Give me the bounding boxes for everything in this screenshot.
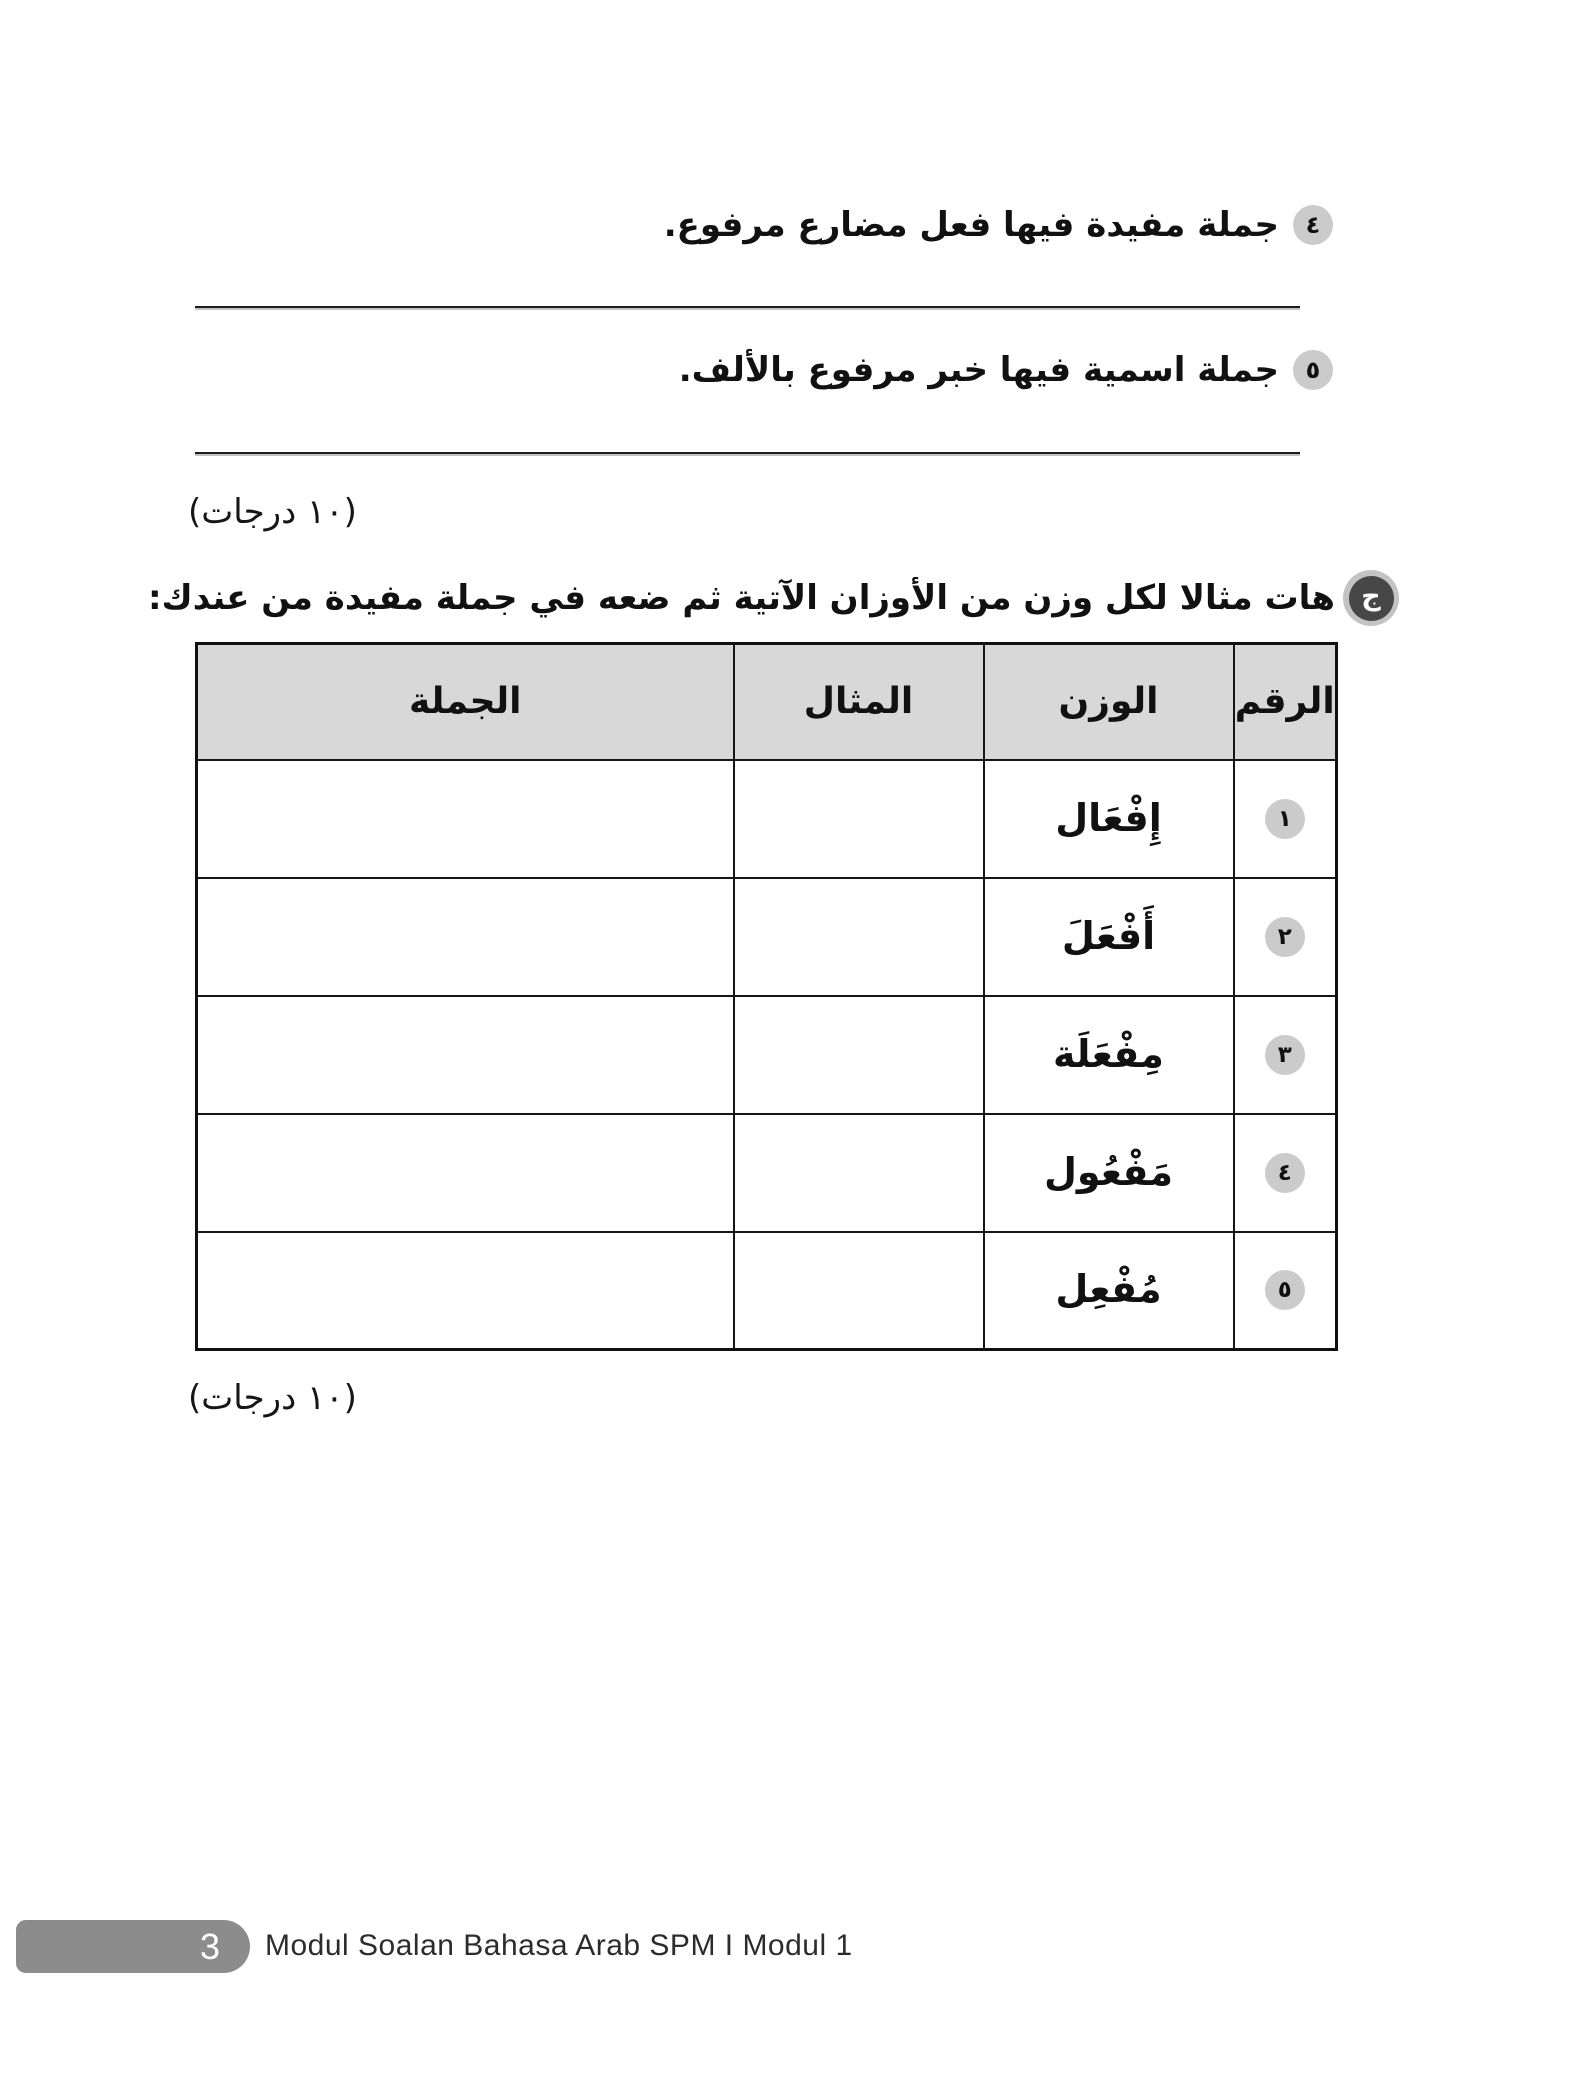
section-c-badge xyxy=(1343,570,1399,626)
row-3-number-badge: ٣ xyxy=(1265,1035,1305,1075)
question-5-text: جملة اسمية فيها خبر مرفوع بالألف. xyxy=(678,350,1279,390)
section-c-instruction-row xyxy=(148,570,1399,626)
row-2-wazn: أَفْعَلَ xyxy=(1061,913,1156,958)
row-5-example-cell xyxy=(734,1232,984,1350)
row-1-number-badge: ١ xyxy=(1265,799,1305,839)
footer-title: Modul Soalan Bahasa Arab SPM I Modul 1 xyxy=(265,1929,853,1962)
row-3-wazn: مِفْعَلَة xyxy=(1053,1031,1164,1076)
page-number-pill xyxy=(16,1920,250,1973)
marks-note-top: (١٠ درجات) xyxy=(188,492,357,532)
row-5-wazn: مُفْعِل xyxy=(1055,1267,1162,1312)
wazn-table xyxy=(195,642,1338,1351)
section-c-badge-letter: ج xyxy=(1349,576,1394,621)
row-3-example-cell xyxy=(734,996,984,1114)
question-5-number-badge: ٥ xyxy=(1293,350,1333,390)
table-row xyxy=(197,1114,1337,1232)
header-example: المثال xyxy=(734,644,984,760)
header-number: الرقم xyxy=(1234,644,1337,760)
row-5-number-badge: ٥ xyxy=(1265,1270,1305,1310)
row-5-sentence-cell xyxy=(197,1232,734,1350)
question-4 xyxy=(664,198,1333,252)
answer-line-question-4 xyxy=(195,306,1300,308)
question-4-number-badge: ٤ xyxy=(1293,205,1333,245)
answer-line-question-5 xyxy=(195,452,1300,454)
section-c-instruction: هات مثالا لكل وزن من الأوزان الآتية ثم ضعه في جملة مفيدة من عندك: xyxy=(147,577,1335,618)
row-1-example-cell xyxy=(734,760,984,878)
row-4-sentence-cell xyxy=(197,1114,734,1232)
table-row xyxy=(197,996,1337,1114)
table-header-row xyxy=(197,644,1337,760)
table-row xyxy=(197,878,1337,996)
table-row xyxy=(197,1232,1337,1350)
row-2-sentence-cell xyxy=(197,878,734,996)
row-4-number-badge: ٤ xyxy=(1265,1153,1305,1193)
marks-note-bottom: (١٠ درجات) xyxy=(188,1378,357,1418)
row-4-example-cell xyxy=(734,1114,984,1232)
header-sentence: الجملة xyxy=(197,644,734,760)
header-wazn: الوزن xyxy=(984,644,1234,760)
question-4-text: جملة مفيدة فيها فعل مضارع مرفوع. xyxy=(663,205,1279,245)
row-2-number-badge: ٢ xyxy=(1265,917,1305,957)
row-4-wazn: مَفْعُول xyxy=(1043,1149,1174,1194)
row-2-example-cell xyxy=(734,878,984,996)
row-1-sentence-cell xyxy=(197,760,734,878)
row-3-sentence-cell xyxy=(197,996,734,1114)
row-1-wazn: إِفْعَال xyxy=(1055,795,1162,840)
page-number: 3 xyxy=(199,1925,220,1967)
table-row xyxy=(197,760,1337,878)
question-5 xyxy=(679,343,1333,397)
